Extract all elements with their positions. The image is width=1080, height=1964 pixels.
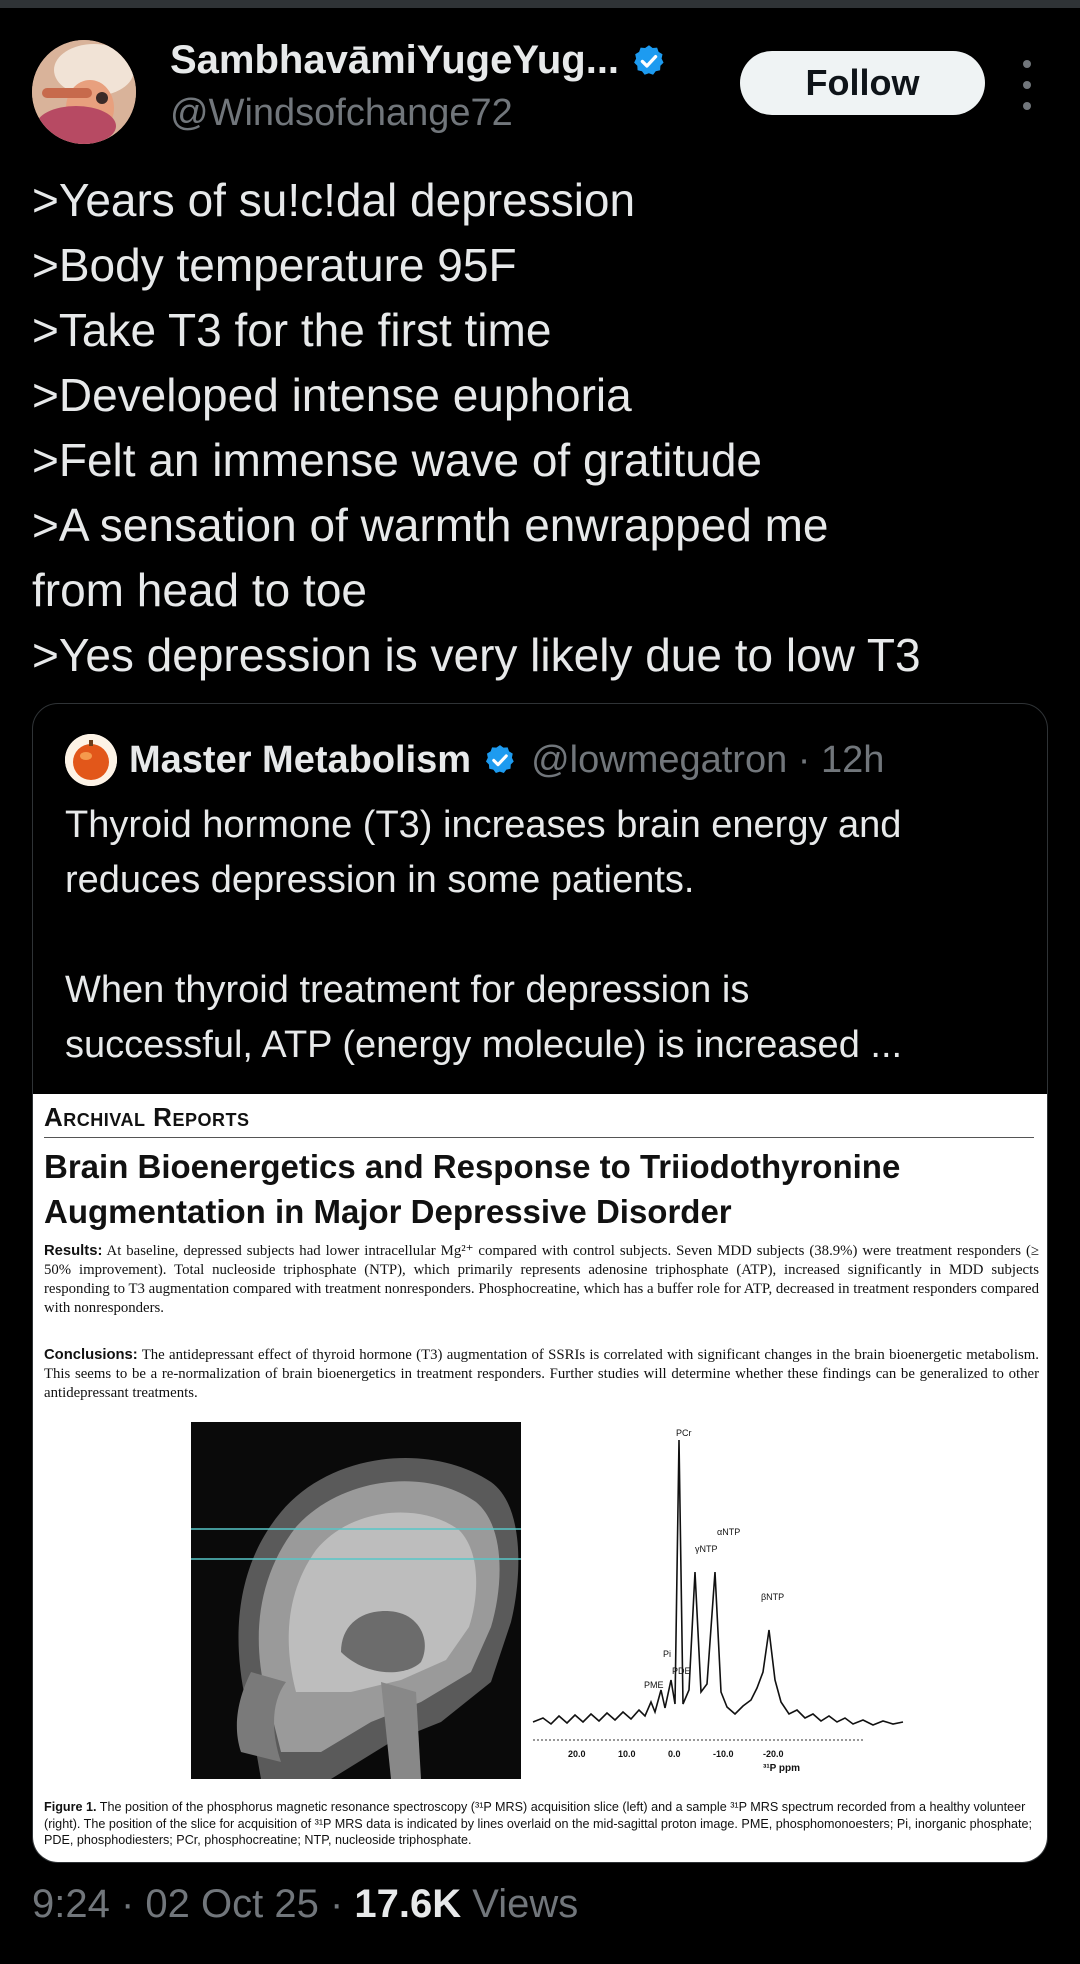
caption-label: Figure 1. [44, 1800, 97, 1814]
paper-section-label: Archival Reports [44, 1102, 250, 1132]
quoted-author-name[interactable]: Master Metabolism [129, 738, 472, 781]
tweet-line: >Felt an immense wave of gratitude [32, 434, 762, 486]
axis-unit-label: ³¹P ppm [763, 1763, 801, 1774]
quoted-tweet-card[interactable] [32, 703, 1048, 1863]
figure-caption [44, 1799, 1039, 1849]
quoted-text-line: Thyroid hormone (T3) increases brain energy and [65, 804, 902, 846]
axis-tick: 20.0 [568, 1749, 586, 1759]
tweet-text [32, 168, 1052, 688]
paper-title-line: Augmentation in Major Depressive Disorder [44, 1193, 732, 1230]
peak-label-pde: PDE [672, 1666, 691, 1676]
peak-label-gamma-ntp: γNTP [695, 1544, 718, 1554]
spectrum-trace [533, 1440, 903, 1725]
peak-label-pi: Pi [663, 1649, 672, 1659]
tweet-line: >Yes depression is very likely due to low T3 [32, 629, 921, 681]
results-text: At baseline, depressed subjects had lower intracellular Mg²⁺ compared with control subjects. Seven MDD subjects (38.9%) were treatment responders (≥ 50% improvement). Total nucleoside triphosphate (NTP), which primarily represents adenosine triphosphate (ATP), increased significantly in MDD subjects responding to T3 augmentation compared with treatment nonresponders. Phosphocreatine, which has a buffer role for ATP, decreased in treatment responders compared with nonresponders. [44, 1243, 1039, 1316]
mrs-spectrum-plot [523, 1422, 923, 1797]
more-options-icon[interactable] [1010, 60, 1044, 110]
axis-tick: -20.0 [763, 1749, 784, 1759]
follow-button[interactable]: Follow [740, 51, 985, 115]
axis-tick: 10.0 [618, 1749, 636, 1759]
separator-dot: · [329, 1882, 355, 1926]
results-label: Results: [44, 1243, 103, 1259]
author-display-name[interactable]: SambhavāmiYugeYug... [170, 38, 620, 82]
views-label: Views [472, 1882, 579, 1926]
tweet-line: >Developed intense euphoria [32, 369, 632, 421]
verified-badge-icon [483, 743, 517, 777]
mri-brain-image [191, 1422, 521, 1779]
peak-label-beta-ntp: βNTP [761, 1592, 785, 1602]
quoted-tweet-text [65, 798, 1025, 1073]
top-divider [0, 0, 1080, 8]
tweet-line: >Take T3 for the first time [32, 304, 552, 356]
peak-label-alpha-ntp: αNTP [717, 1527, 741, 1537]
paper-results [44, 1242, 1039, 1318]
quoted-text-line: reduces depression in some patients. [65, 859, 695, 901]
tweet-line: >A sensation of warmth enwrapped me [32, 499, 829, 551]
conclusions-label: Conclusions: [44, 1347, 138, 1363]
quoted-text-line: successful, ATP (energy molecule) is increased ... [65, 1024, 903, 1066]
quoted-author-avatar[interactable] [65, 734, 117, 786]
tweet-footer [32, 1882, 578, 1927]
quoted-tweet-image[interactable] [33, 1094, 1047, 1862]
separator-dot: · [120, 1882, 146, 1926]
conclusions-text: The antidepressant effect of thyroid hormone (T3) augmentation of SSRIs is correlated with significant changes in the brain bioenergetic metabolism. This seems to be a re-normalization of brain bioenergetics in treatment responders. Further studies will determine whether these findings can be generalized to other antidepressant treatments. [44, 1347, 1039, 1401]
author-handle[interactable]: @Windsofchange72 [170, 92, 513, 134]
tweet-line: >Years of su!c!dal depression [32, 174, 636, 226]
paper-title-line: Brain Bioenergetics and Response to Triiodothyronine [44, 1148, 901, 1185]
caption-text: The position of the phosphorus magnetic resonance spectroscopy (³¹P MRS) acquisition slice (left) and a sample ³¹P MRS spectrum recorded from a healthy volunteer (right). The position of the slice for acquisition of ³¹P MRS data is indicated by lines overlaid on the mid-sagittal proton image. PME, phosphomonoesters; Pi, inorganic phosphate; PDE, phosphodiesters; PCr, phosphocreatine; NTP, nucleoside triphosphate. [44, 1800, 1032, 1847]
tweet-date[interactable]: 02 Oct 25 [145, 1882, 319, 1926]
quoted-tweet-header [65, 734, 884, 786]
verified-badge-icon [631, 43, 667, 79]
paper-title [44, 1144, 1034, 1234]
quoted-text-line [65, 908, 1025, 963]
paper-conclusions [44, 1346, 1039, 1403]
quoted-author-handle-time: @lowmegatron · 12h [531, 738, 885, 781]
paper-divider [44, 1137, 1034, 1138]
author-name-row [170, 38, 667, 83]
author-avatar[interactable] [32, 40, 136, 144]
peak-label-pcr: PCr [676, 1428, 692, 1438]
tweet-line: >Body temperature 95F [32, 239, 517, 291]
quoted-text-line: When thyroid treatment for depression is [65, 969, 750, 1011]
views-count[interactable]: 17.6K [354, 1882, 462, 1926]
axis-tick: 0.0 [668, 1749, 681, 1759]
tweet-time[interactable]: 9:24 [32, 1882, 110, 1926]
axis-tick: -10.0 [713, 1749, 734, 1759]
peak-label-pme: PME [644, 1680, 664, 1690]
tweet-line: from head to toe [32, 564, 367, 616]
